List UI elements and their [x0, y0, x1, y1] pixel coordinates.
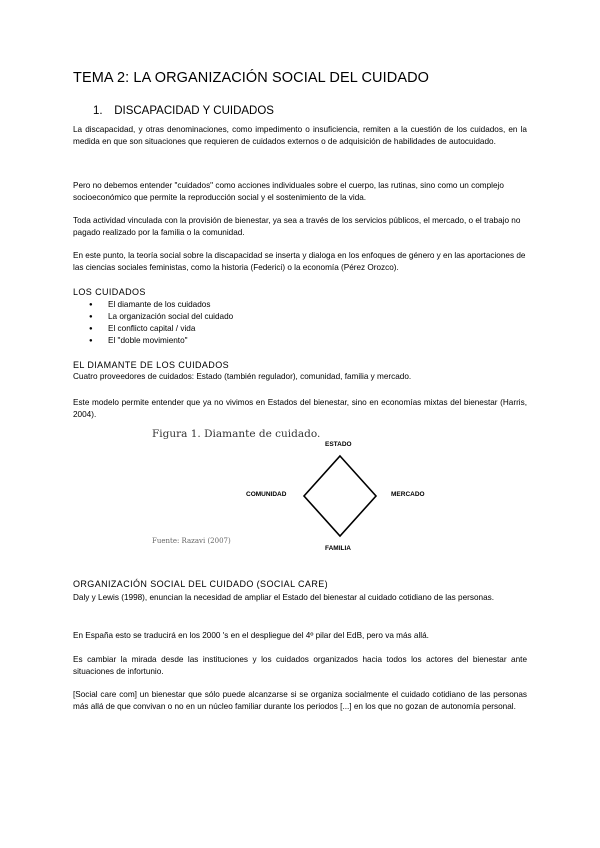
diamond-node-comunidad: COMUNIDAD [246, 491, 287, 498]
social-care-paragraph-2: En España esto se traducirá en los 2000 's en el despliegue del 4º pilar del EdB, pero va más allá. [73, 631, 429, 640]
social-care-paragraph-3: Es cambiar la mirada desde las instituciones y los cuidados organizados hacia todos los actores del bienestar ante situaciones de infortunio. [73, 655, 527, 676]
social-care-heading: ORGANIZACIÓN SOCIAL DEL CUIDADO (SOCIAL CARE) [73, 579, 329, 589]
diamond-node-mercado: MERCADO [391, 491, 425, 498]
diamond-node-estado: ESTADO [325, 441, 352, 448]
diamond-shape [300, 452, 380, 542]
diamond-node-familia: FAMILIA [325, 545, 351, 552]
list-item: ● El conflicto capital / vida [73, 323, 233, 335]
los-cuidados-list [73, 299, 233, 347]
social-care-paragraph-1: Daly y Lewis (1998), enuncian la necesidad de ampliar el Estado del bienestar al cuidado cotidiano de las personas. [73, 593, 495, 602]
paragraph-cuidados-complejo: Pero no debemos entender "cuidados" como acciones individuales sobre el cuerpo, las rutinas, sino como un complejo socioeconómico que permite la reproducción social y el sostenimiento de la vida. [73, 181, 504, 202]
diamante-modelo: Este modelo permite entender que ya no vivimos en Estados del bienestar, sino en economías mixtas del bienestar (Harris, 2004). [73, 398, 527, 419]
diamante-intro: Cuatro proveedores de cuidados: Estado (también regulador), comunidad, familia y mercado. [73, 372, 412, 381]
los-cuidados-heading: LOS CUIDADOS [73, 287, 146, 297]
list-item: ● El "doble movimiento" [73, 335, 233, 347]
section-heading-discapacidad [93, 105, 274, 117]
page-title: TEMA 2: LA ORGANIZACIÓN SOCIAL DEL CUIDADO [73, 70, 430, 86]
paragraph-teoria-social: En este punto, la teoría social sobre la discapacidad se inserta y dialoga en los enfoques de género y en las aportaciones de las ciencias sociales feministas, como la historia (Federici) o la economía (Pérez Orozco). [73, 251, 526, 272]
paragraph-discapacidad: La discapacidad, y otras denominaciones, como impedimento o insuficiencia, remiten a la cuestión de los cuidados, en la medida en que son situaciones que requieren de cuidados externos o de adquisición de habilidades de autocuidado. [73, 125, 527, 146]
section-heading-text: DISCAPACIDAD Y CUIDADOS [114, 105, 274, 117]
social-care-paragraph-4: [Social care com] un bienestar que sólo puede alcanzarse si se organiza socialmente el cuidado cotidiano de las personas más allá de que convivan o no en un núcleo familiar durante los periodos [...] en los que no gozan de autonomía personal. [73, 690, 527, 711]
section-number: 1. [93, 105, 103, 117]
diamante-heading: EL DIAMANTE DE LOS CUIDADOS [73, 360, 229, 370]
figure-source: Fuente: Razavi (2007) [152, 537, 231, 545]
list-item: ● El diamante de los cuidados [73, 299, 233, 311]
list-item: ● La organización social del cuidado [73, 311, 233, 323]
figure-title: Figura 1. Diamante de cuidado. [152, 428, 321, 440]
paragraph-provision-bienestar: Toda actividad vinculada con la provisión de bienestar, ya sea a través de los servicios públicos, el mercado, o el trabajo no pagado realizado por la familia o la comunidad. [73, 216, 521, 237]
